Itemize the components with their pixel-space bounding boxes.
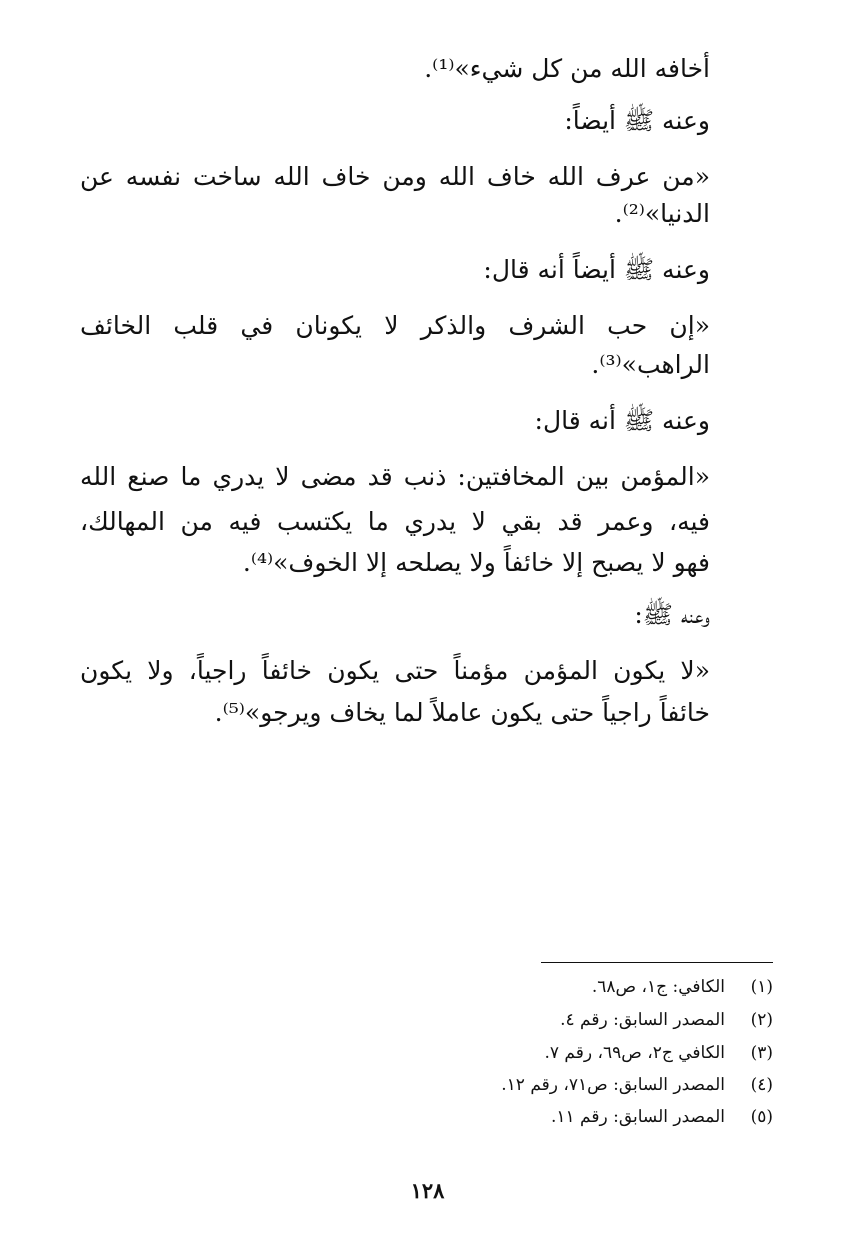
footnote-text: المصدر السابق: رقم ١١. [550, 1107, 725, 1127]
page-number: ١٢٨ [410, 1178, 445, 1203]
narration-intro: وعنه ﷺ أنه قال: [534, 406, 710, 435]
footnote-text: الكافي: ج١، ص٦٨. [591, 977, 725, 997]
footnote-2 [380, 1009, 773, 1031]
hadith-line: فهو لا يصبح إلا خائفاً ولا يصلحه إلا الخوف»⁽⁴⁾. [242, 548, 710, 577]
footnote-text: الكافي ج٢، ص٦٩، رقم ٧. [544, 1043, 725, 1063]
narration-intro: وعنه ﷺ: [634, 600, 710, 629]
hadith-line: الدنيا»⁽²⁾. [614, 199, 710, 228]
footnote-4 [380, 1074, 773, 1096]
hadith-line: الراهب»⁽³⁾. [591, 350, 710, 379]
footnote-number: (٢) [750, 1010, 773, 1030]
hadith-line: «إن حب الشرف والذكر لا يكونان في قلب الخائف [80, 311, 710, 340]
hadith-line: «من عرف الله خاف الله ومن خاف الله ساخت نفسه عن [80, 162, 710, 191]
footnote-3 [380, 1042, 773, 1064]
hadith-line: خائفاً راجياً حتى يكون عاملاً لما يخاف ويرجو»⁽⁵⁾. [214, 698, 710, 727]
footnote-number: (٤) [750, 1075, 773, 1095]
hadith-line: فيه، وعمر قد بقي لا يدري ما يكتسب فيه من المهالك، [80, 507, 710, 536]
footnote-5 [380, 1106, 773, 1128]
footnote-number: (١) [750, 977, 773, 997]
footnote-number: (٥) [750, 1107, 773, 1127]
footnote-number: (٣) [750, 1043, 773, 1063]
footnote-1 [380, 976, 773, 998]
footnote-text: المصدر السابق: ص٧١، رقم ١٢. [501, 1075, 725, 1095]
narration-intro: وعنه ﷺ أيضاً: [564, 106, 710, 135]
footnote-text: المصدر السابق: رقم ٤. [560, 1010, 725, 1030]
footnote-divider [541, 962, 773, 963]
hadith-line: «لا يكون المؤمن مؤمناً حتى يكون خائفاً راجياً، ولا يكون [80, 656, 710, 685]
hadith-line: «المؤمن بين المخافتين: ذنب قد مضى لا يدري ما صنع الله [80, 462, 710, 491]
text-line: أخافه الله من كل شيء»⁽¹⁾. [424, 54, 710, 83]
narration-intro: وعنه ﷺ أيضاً أنه قال: [483, 255, 710, 284]
